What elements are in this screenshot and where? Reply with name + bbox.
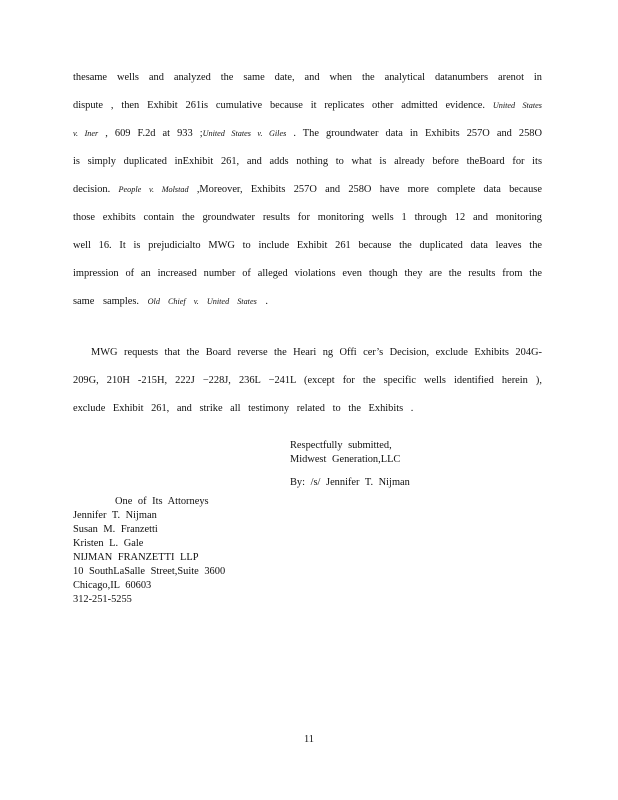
firm-name: NIJMAN FRANZETTI LLP xyxy=(73,552,199,563)
body-line: decision. People v. Molstad ,Moreover, Exhibits 257O and 258O have more complete data because xyxy=(73,184,542,195)
body-line: exclude Exhibit 261, and strike all testimony related to the Exhibits . xyxy=(73,403,414,414)
body-line: same samples. Old Chief v. United States . xyxy=(73,296,268,307)
case-citation: v. Iner xyxy=(73,129,99,138)
body-line: dispute , then Exhibit 261is cumulative because it replicates other admitted evidence. United States xyxy=(73,100,542,111)
body-line: impression of an increased number of alleged violations even though they are the results from the xyxy=(73,268,542,279)
address-line: 10 SouthLaSalle Street,Suite 3600 xyxy=(73,566,226,577)
body-line: those exhibits contain the groundwater results for monitoring wells 1 through 12 and monitoring xyxy=(73,212,542,223)
attorney-block xyxy=(73,495,225,607)
body-line: thesame wells and analyzed the same date, and when the analytical datanumbers arenot in xyxy=(73,72,542,83)
page-number: 11 xyxy=(303,734,314,745)
attorney-name: Jennifer T. Nijman xyxy=(73,510,157,521)
attorneys-heading: One of Its Attorneys xyxy=(115,496,209,507)
closing-block xyxy=(290,439,410,490)
body-line: MWG requests that the Board reverse the Heari ng Offi cer’s Decision, exclude Exhibits 204G- xyxy=(91,347,542,358)
case-citation: Old Chief v. United States xyxy=(147,297,257,306)
respectfully-submitted: Respectfully submitted, xyxy=(290,440,392,451)
attorney-name: Susan M. Franzetti xyxy=(73,524,158,535)
body-line: 209G, 210H -215H, 222J −228J, 236L −241L (except for the specific wells identified herein ), xyxy=(73,375,542,386)
body-line: v. Iner , 609 F.2d at 933 ;United States v. Giles . The groundwater data in Exhibits 257O and 258O xyxy=(73,128,542,139)
phone-number: 312-251-5255 xyxy=(73,594,132,605)
case-citation: People v. Molstad xyxy=(118,185,189,194)
case-citation: United States xyxy=(492,101,542,110)
attorney-name: Kristen L. Gale xyxy=(73,538,144,549)
body-line: is simply duplicated inExhibit 261, and adds nothing to what is already before theBoard for its xyxy=(73,156,542,167)
body-line: well 16. It is prejudicialto MWG to include Exhibit 261 because the duplicated data leaves the xyxy=(73,240,542,251)
party-name: Midwest Generation,LLC xyxy=(290,454,401,465)
case-citation: United States v. Giles xyxy=(202,129,287,138)
address-line: Chicago,IL 60603 xyxy=(73,580,152,591)
signature-line: By: /s/ Jennifer T. Nijman xyxy=(290,477,410,488)
